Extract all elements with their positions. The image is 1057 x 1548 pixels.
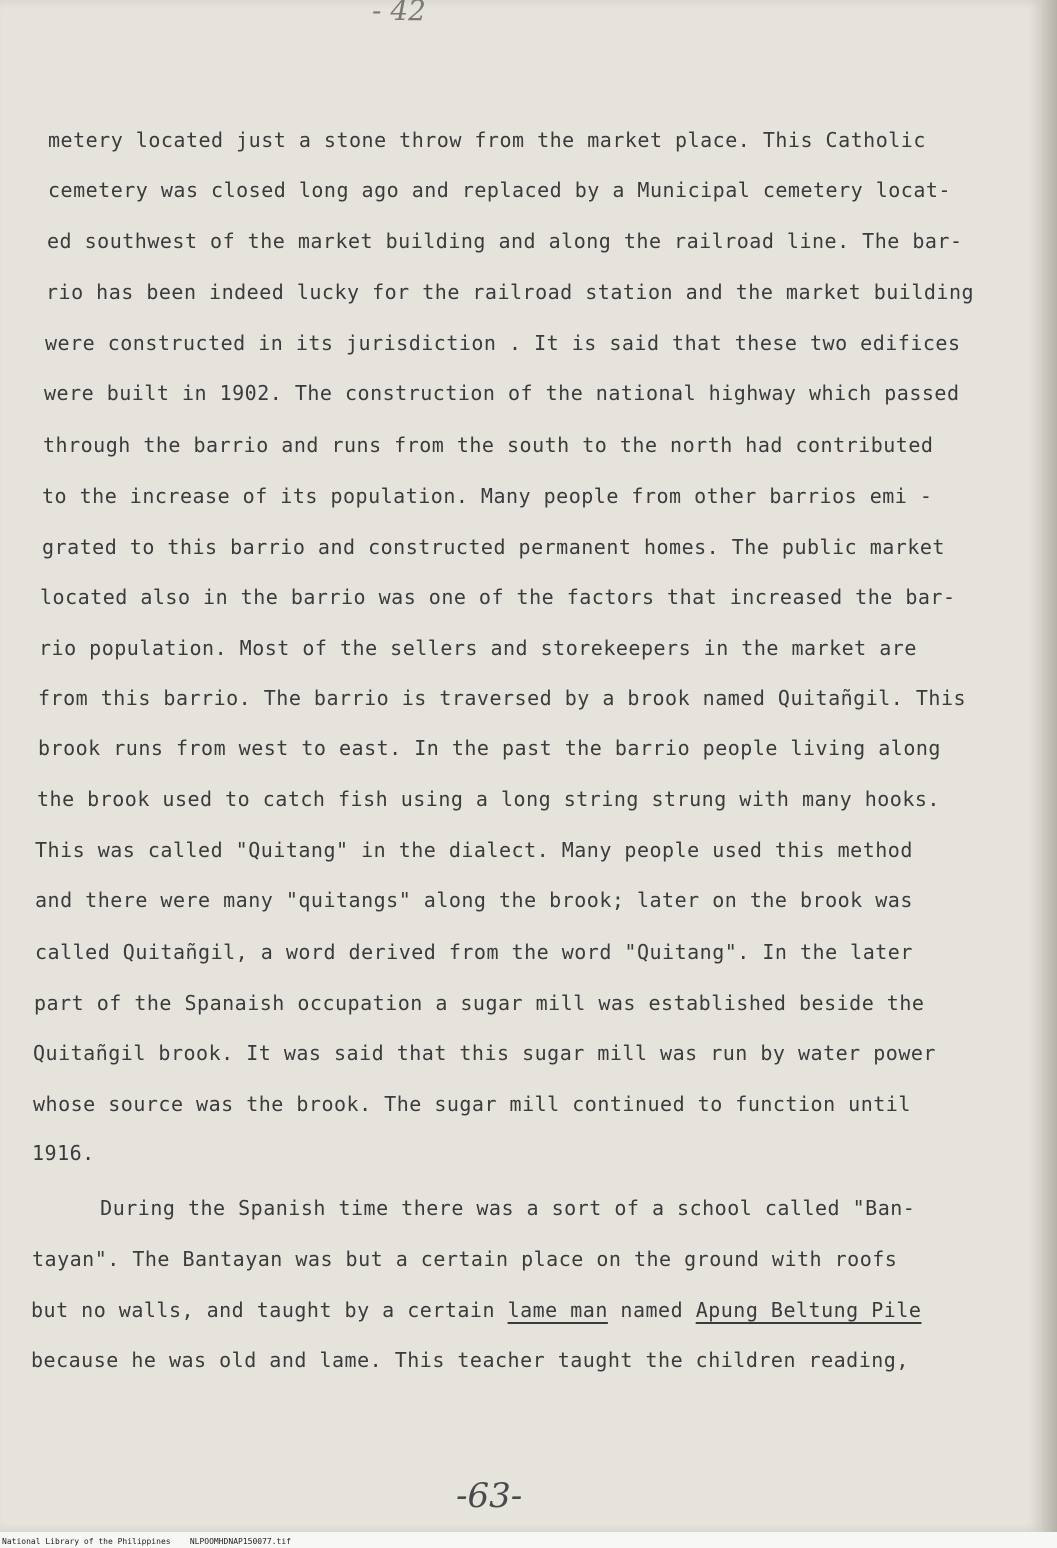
text-line: whose source was the brook. The sugar mill continued to function until	[33, 1092, 911, 1116]
text-segment: named	[607, 1298, 696, 1322]
text-line: from this barrio. The barrio is traversed by a brook named Quitañgil. This	[38, 686, 967, 710]
text-line: through the barrio and runs from the south to the north had contributed	[43, 433, 934, 457]
text-line: were built in 1902. The construction of the national highway which passed	[44, 381, 960, 405]
text-line: called Quitañgil, a word derived from the word "Quitang". In the later	[35, 940, 913, 964]
text-line: cemetery was closed long ago and replaced by a Municipal cemetery locat-	[48, 178, 951, 202]
text-line: During the Spanish time there was a sort of a school called "Ban-	[50, 1196, 916, 1220]
text-line: to the increase of its population. Many people from other barrios emi -	[42, 484, 933, 508]
text-segment: but no walls, and taught by a certain	[31, 1298, 508, 1322]
underlined-name: Apung Beltung Pile	[695, 1298, 922, 1322]
text-line: 1916.	[32, 1141, 95, 1165]
page-edge-shadow	[1042, 0, 1057, 1548]
text-line: tayan". The Bantayan was but a certain place on the ground with roofs	[32, 1247, 898, 1271]
underlined-text: lame man	[507, 1298, 608, 1322]
text-line: brook runs from west to east. In the past the barrio people living along	[38, 736, 941, 760]
text-line-with-underlines	[31, 1298, 921, 1322]
text-line: grated to this barrio and constructed permanent homes. The public market	[42, 535, 945, 559]
top-page-mark: - 42	[372, 0, 426, 27]
text-line: and there were many "quitangs" along the brook; later on the brook was	[35, 888, 913, 912]
text-line: ed southwest of the market building and along the railroad line. The bar-	[47, 229, 963, 253]
text-line: were constructed in its jurisdiction . It is said that these two edifices	[45, 331, 961, 355]
page-number: -63-	[456, 1476, 523, 1516]
text-line: the brook used to catch fish using a long string strung with many hooks.	[37, 787, 940, 811]
text-line: located also in the barrio was one of the factors that increased the bar-	[40, 585, 956, 609]
text-line: rio has been indeed lucky for the railroad station and the market building	[46, 280, 975, 304]
text-line: Quitañgil brook. It was said that this sugar mill was run by water power	[33, 1041, 936, 1065]
text-line: metery located just a stone throw from the market place. This Catholic	[48, 128, 926, 152]
text-line: This was called "Quitang" in the dialect. Many people used this method	[35, 838, 913, 862]
archive-footer-label: National Library of the Philippines NLPOOMHDNAP150077.tif	[2, 1537, 291, 1546]
text-line: part of the Spanaish occupation a sugar mill was established beside the	[34, 991, 925, 1015]
text-line: rio population. Most of the sellers and storekeepers in the market are	[39, 636, 917, 660]
text-line: because he was old and lame. This teacher taught the children reading,	[31, 1348, 909, 1372]
